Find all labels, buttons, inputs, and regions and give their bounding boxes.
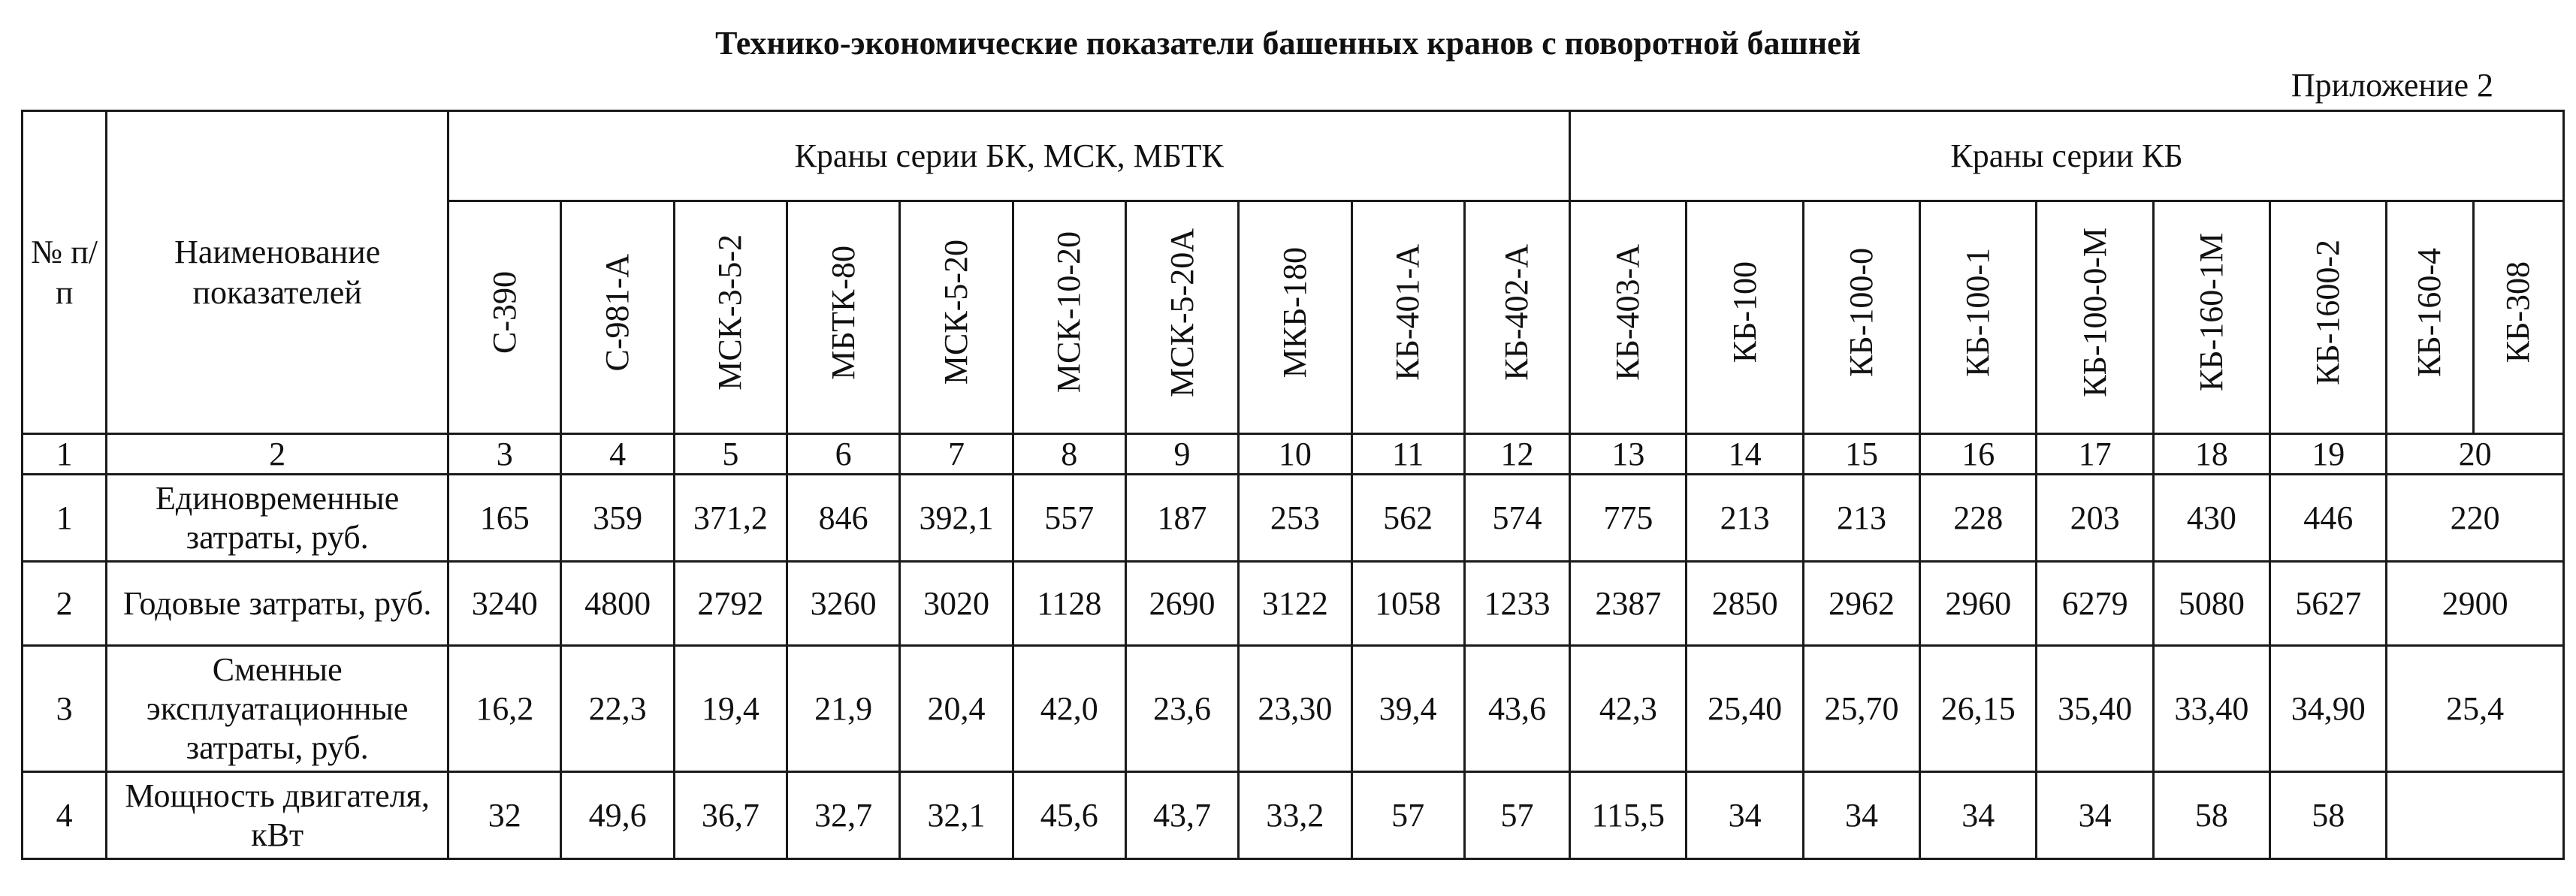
table-cell: 21,9 bbox=[787, 646, 900, 772]
table-cell bbox=[2387, 772, 2564, 859]
table-cell: 33,2 bbox=[1239, 772, 1351, 859]
model-label: МСК-5-20А bbox=[1163, 228, 1200, 397]
model-header bbox=[1351, 201, 1464, 434]
table-cell: 1233 bbox=[1464, 562, 1569, 646]
model-label: КБ-100 bbox=[1726, 261, 1763, 364]
table-cell: 557 bbox=[1013, 475, 1125, 562]
table-cell: 1128 bbox=[1013, 562, 1125, 646]
row-name: Единовременные затраты, руб. bbox=[107, 475, 448, 562]
column-number: 13 bbox=[1570, 434, 1687, 475]
column-number: 17 bbox=[2037, 434, 2153, 475]
column-number: 9 bbox=[1125, 434, 1238, 475]
table-row bbox=[23, 772, 2564, 859]
table-cell: 43,6 bbox=[1464, 646, 1569, 772]
table-cell: 34 bbox=[1920, 772, 2037, 859]
table-cell: 34 bbox=[2037, 772, 2153, 859]
row-number: 1 bbox=[23, 475, 107, 562]
table-cell: 32,1 bbox=[900, 772, 1013, 859]
column-number: 2 bbox=[107, 434, 448, 475]
model-header bbox=[1464, 201, 1569, 434]
row-name: Годовые затраты, руб. bbox=[107, 562, 448, 646]
table-cell: 3260 bbox=[787, 562, 900, 646]
table-cell: 19,4 bbox=[674, 646, 787, 772]
model-header bbox=[1239, 201, 1351, 434]
table-cell: 115,5 bbox=[1570, 772, 1687, 859]
column-number: 1 bbox=[23, 434, 107, 475]
table-cell: 16,2 bbox=[448, 646, 561, 772]
group-header-row bbox=[23, 111, 2564, 201]
column-number: 11 bbox=[1351, 434, 1464, 475]
table-cell: 45,6 bbox=[1013, 772, 1125, 859]
table-cell: 20,4 bbox=[900, 646, 1013, 772]
table-cell: 32 bbox=[448, 772, 561, 859]
column-number: 3 bbox=[448, 434, 561, 475]
table-cell: 25,70 bbox=[1803, 646, 1919, 772]
table-cell: 2792 bbox=[674, 562, 787, 646]
model-label: КБ-308 bbox=[2499, 261, 2537, 364]
table-cell: 25,40 bbox=[1687, 646, 1803, 772]
model-header bbox=[2473, 201, 2563, 434]
table-cell: 359 bbox=[561, 475, 674, 562]
table-cell: 58 bbox=[2153, 772, 2269, 859]
table-cell: 33,40 bbox=[2153, 646, 2269, 772]
model-label: МСК-5-20 bbox=[937, 240, 974, 385]
column-number: 18 bbox=[2153, 434, 2269, 475]
table-cell: 2960 bbox=[1920, 562, 2037, 646]
table-cell: 43,7 bbox=[1125, 772, 1238, 859]
model-label: КБ-1600-2 bbox=[2309, 240, 2347, 385]
table-cell: 42,0 bbox=[1013, 646, 1125, 772]
model-header bbox=[2387, 201, 2473, 434]
model-label: КБ-402-А bbox=[1498, 244, 1536, 381]
table-cell: 34,90 bbox=[2270, 646, 2387, 772]
table-cell: 35,40 bbox=[2037, 646, 2153, 772]
model-header bbox=[2270, 201, 2387, 434]
column-number: 4 bbox=[561, 434, 674, 475]
table-cell: 253 bbox=[1239, 475, 1351, 562]
table-cell: 846 bbox=[787, 475, 900, 562]
table-cell: 213 bbox=[1687, 475, 1803, 562]
table-cell: 58 bbox=[2270, 772, 2387, 859]
row-number: 2 bbox=[23, 562, 107, 646]
table-cell: 3020 bbox=[900, 562, 1013, 646]
table-cell: 213 bbox=[1803, 475, 1919, 562]
table-cell: 22,3 bbox=[561, 646, 674, 772]
table-row bbox=[23, 475, 2564, 562]
table-cell: 220 bbox=[2387, 475, 2564, 562]
table-cell: 562 bbox=[1351, 475, 1464, 562]
table-cell: 57 bbox=[1464, 772, 1569, 859]
model-label: КБ-100-0 bbox=[1842, 248, 1880, 377]
table-cell: 23,6 bbox=[1125, 646, 1238, 772]
model-label: С-390 bbox=[485, 271, 523, 354]
table-cell: 39,4 bbox=[1351, 646, 1464, 772]
model-header bbox=[787, 201, 900, 434]
model-header bbox=[1570, 201, 1687, 434]
model-label: С-981-А bbox=[599, 253, 636, 372]
table-cell: 25,4 bbox=[2387, 646, 2564, 772]
model-label: МБТК-80 bbox=[824, 245, 862, 380]
row-number: 4 bbox=[23, 772, 107, 859]
table-cell: 57 bbox=[1351, 772, 1464, 859]
model-header bbox=[1803, 201, 1919, 434]
column-number: 6 bbox=[787, 434, 900, 475]
name-header: Наименование показателей bbox=[107, 111, 448, 434]
table-cell: 34 bbox=[1803, 772, 1919, 859]
table-cell: 228 bbox=[1920, 475, 2037, 562]
table-row bbox=[23, 646, 2564, 772]
table-cell: 1058 bbox=[1351, 562, 1464, 646]
model-label: МКБ-180 bbox=[1276, 246, 1313, 379]
table-cell: 371,2 bbox=[674, 475, 787, 562]
model-header bbox=[448, 201, 561, 434]
group-header-bk: Краны серии БК, МСК, МБТК bbox=[448, 111, 1570, 201]
column-number-row bbox=[23, 434, 2564, 475]
table-cell: 49,6 bbox=[561, 772, 674, 859]
table-cell: 2850 bbox=[1687, 562, 1803, 646]
model-header bbox=[674, 201, 787, 434]
num-header: № п/п bbox=[23, 111, 107, 434]
row-name: Мощность двигателя, кВт bbox=[107, 772, 448, 859]
table-cell: 6279 bbox=[2037, 562, 2153, 646]
model-label: КБ-100-1 bbox=[1959, 248, 1997, 377]
model-header bbox=[900, 201, 1013, 434]
column-number: 19 bbox=[2270, 434, 2387, 475]
table-cell: 42,3 bbox=[1570, 646, 1687, 772]
model-header bbox=[1920, 201, 2037, 434]
model-header bbox=[2037, 201, 2153, 434]
table-cell: 34 bbox=[1687, 772, 1803, 859]
model-label: КБ-100-0-М bbox=[2076, 228, 2113, 397]
column-number: 12 bbox=[1464, 434, 1569, 475]
table-cell: 3240 bbox=[448, 562, 561, 646]
crane-indicators-table bbox=[21, 110, 2565, 860]
column-number: 20 bbox=[2387, 434, 2564, 475]
model-label: КБ-160-4 bbox=[2411, 248, 2448, 377]
column-number: 14 bbox=[1687, 434, 1803, 475]
model-label: КБ-401-А bbox=[1389, 244, 1427, 381]
table-cell: 36,7 bbox=[674, 772, 787, 859]
table-cell: 4800 bbox=[561, 562, 674, 646]
model-header bbox=[1125, 201, 1238, 434]
column-number: 7 bbox=[900, 434, 1013, 475]
table-cell: 446 bbox=[2270, 475, 2387, 562]
table-cell: 23,30 bbox=[1239, 646, 1351, 772]
row-number: 3 bbox=[23, 646, 107, 772]
model-label: МСК-10-20 bbox=[1050, 231, 1088, 394]
model-label: КБ-160-1М bbox=[2192, 233, 2230, 392]
table-cell: 2387 bbox=[1570, 562, 1687, 646]
column-number: 16 bbox=[1920, 434, 2037, 475]
table-cell: 203 bbox=[2037, 475, 2153, 562]
table-cell: 430 bbox=[2153, 475, 2269, 562]
column-number: 10 bbox=[1239, 434, 1351, 475]
column-number: 5 bbox=[674, 434, 787, 475]
table-row bbox=[23, 562, 2564, 646]
model-header bbox=[1687, 201, 1803, 434]
table-cell: 3122 bbox=[1239, 562, 1351, 646]
table-cell: 2900 bbox=[2387, 562, 2564, 646]
group-header-kb: Краны серии КБ bbox=[1570, 111, 2564, 201]
model-header bbox=[561, 201, 674, 434]
table-cell: 2690 bbox=[1125, 562, 1238, 646]
table-cell: 5627 bbox=[2270, 562, 2387, 646]
table-cell: 26,15 bbox=[1920, 646, 2037, 772]
table-cell: 775 bbox=[1570, 475, 1687, 562]
model-header bbox=[2153, 201, 2269, 434]
table-cell: 32,7 bbox=[787, 772, 900, 859]
table-cell: 187 bbox=[1125, 475, 1238, 562]
column-number: 15 bbox=[1803, 434, 1919, 475]
model-label: МСК-3-5-2 bbox=[711, 234, 749, 391]
column-number: 8 bbox=[1013, 434, 1125, 475]
document-title: Технико-экономические показатели башенных кранов с поворотной башней bbox=[715, 25, 1861, 62]
table-cell: 2962 bbox=[1803, 562, 1919, 646]
model-header bbox=[1013, 201, 1125, 434]
table-cell: 165 bbox=[448, 475, 561, 562]
model-label: КБ-403-А bbox=[1609, 244, 1647, 381]
table-cell: 574 bbox=[1464, 475, 1569, 562]
appendix-label: Приложение 2 bbox=[2291, 67, 2493, 104]
table-cell: 392,1 bbox=[900, 475, 1013, 562]
row-name: Сменные эксплуатационные затраты, руб. bbox=[107, 646, 448, 772]
table-cell: 5080 bbox=[2153, 562, 2269, 646]
